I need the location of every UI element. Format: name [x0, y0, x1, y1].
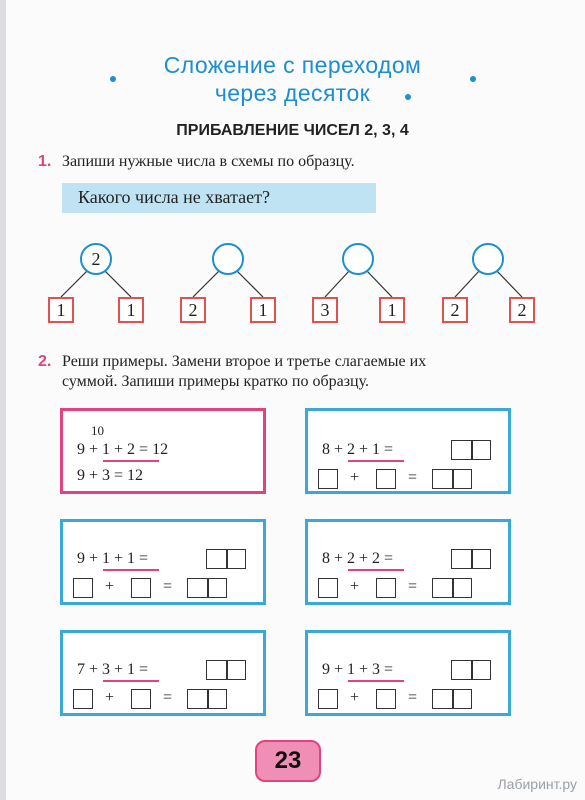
plus-sign: + [350, 469, 360, 486]
equals-sign: = [408, 578, 418, 595]
title-line1: Сложение с переходом [163, 52, 422, 78]
scheme2-top[interactable] [212, 243, 244, 275]
plus-sign: + [105, 689, 115, 706]
plus-sign: + [105, 578, 115, 595]
sum-box[interactable] [432, 578, 472, 598]
scheme3-top[interactable] [342, 243, 374, 275]
example-line1: 9 + 1 + 2 = 12 [77, 441, 169, 458]
exercise-card [60, 630, 266, 716]
equals-sign: = [408, 469, 418, 486]
exercise-expression: 9 + 1 + 1 = [77, 550, 149, 567]
exercise-card [305, 630, 511, 716]
sum-box[interactable] [187, 578, 227, 598]
watermark: Лабиринт.ру [497, 776, 577, 792]
scheme1-right: 1 [118, 297, 144, 323]
exercise-underline [103, 569, 159, 571]
task2-text-line2: суммой. Запиши примеры кратко по образцу. [62, 373, 370, 390]
example-line2: 9 + 3 = 12 [77, 467, 144, 484]
answer-box[interactable] [451, 660, 491, 680]
answer-box[interactable] [206, 660, 246, 680]
exercise-underline [103, 680, 159, 682]
question-banner-text: Какого числа не хватает? [78, 187, 270, 207]
answer-box[interactable] [451, 549, 491, 569]
addend-box[interactable] [73, 578, 93, 598]
subtitle: ПРИБАВЛЕНИЕ ЧИСЕЛ 2, 3, 4 [176, 122, 409, 139]
exercise-card [60, 519, 266, 605]
scheme3-right: 1 [379, 297, 405, 323]
addend-box[interactable] [318, 689, 338, 709]
title-line2: через десяток [214, 80, 371, 106]
example-sum-label: 10 [91, 423, 104, 438]
sum-box[interactable] [432, 689, 472, 709]
scheme1-top: 2 [80, 243, 112, 275]
addend-box[interactable] [73, 689, 93, 709]
exercise-expression: 9 + 1 + 3 = [322, 661, 394, 678]
task1-number: 1. [38, 153, 52, 170]
addend-box[interactable] [318, 578, 338, 598]
addend-box[interactable] [318, 469, 338, 489]
exercise-expression: 8 + 2 + 2 = [322, 550, 394, 567]
plus-sign: + [350, 689, 360, 706]
task1-text: Запиши нужные числа в схемы по образцу. [62, 153, 355, 170]
scheme4-right: 2 [509, 297, 535, 323]
plus-sign: + [350, 578, 360, 595]
page-number-badge [255, 740, 321, 782]
page-number: 23 [274, 747, 302, 774]
scheme2-right: 1 [250, 297, 276, 323]
equals-sign: = [163, 578, 173, 595]
exercise-expression: 7 + 3 + 1 = [77, 661, 149, 678]
task2-number: 2. [38, 353, 52, 370]
exercise-underline [348, 569, 404, 571]
example-card [60, 408, 266, 494]
exercise-expression: 8 + 2 + 1 = [322, 441, 394, 458]
sum-box[interactable] [432, 469, 472, 489]
sum-box[interactable] [187, 689, 227, 709]
addend-box[interactable] [376, 689, 396, 709]
scheme2-left: 2 [180, 297, 206, 323]
addend-box[interactable] [131, 578, 151, 598]
addend-box[interactable] [131, 689, 151, 709]
scheme4-top[interactable] [472, 243, 504, 275]
addend-box[interactable] [376, 469, 396, 489]
answer-box[interactable] [451, 440, 491, 460]
scheme4-left: 2 [442, 297, 468, 323]
exercise-underline [348, 460, 404, 462]
scheme1-left: 1 [48, 297, 74, 323]
exercise-card [305, 408, 511, 494]
equals-sign: = [408, 689, 418, 706]
exercise-underline [348, 680, 404, 682]
equals-sign: = [163, 689, 173, 706]
scheme3-left: 3 [312, 297, 338, 323]
task2-text-line1: Реши примеры. Замени второе и третье слагаемые их [62, 353, 427, 370]
example-underline [103, 460, 159, 462]
answer-box[interactable] [206, 549, 246, 569]
exercise-card [305, 519, 511, 605]
addend-box[interactable] [376, 578, 396, 598]
